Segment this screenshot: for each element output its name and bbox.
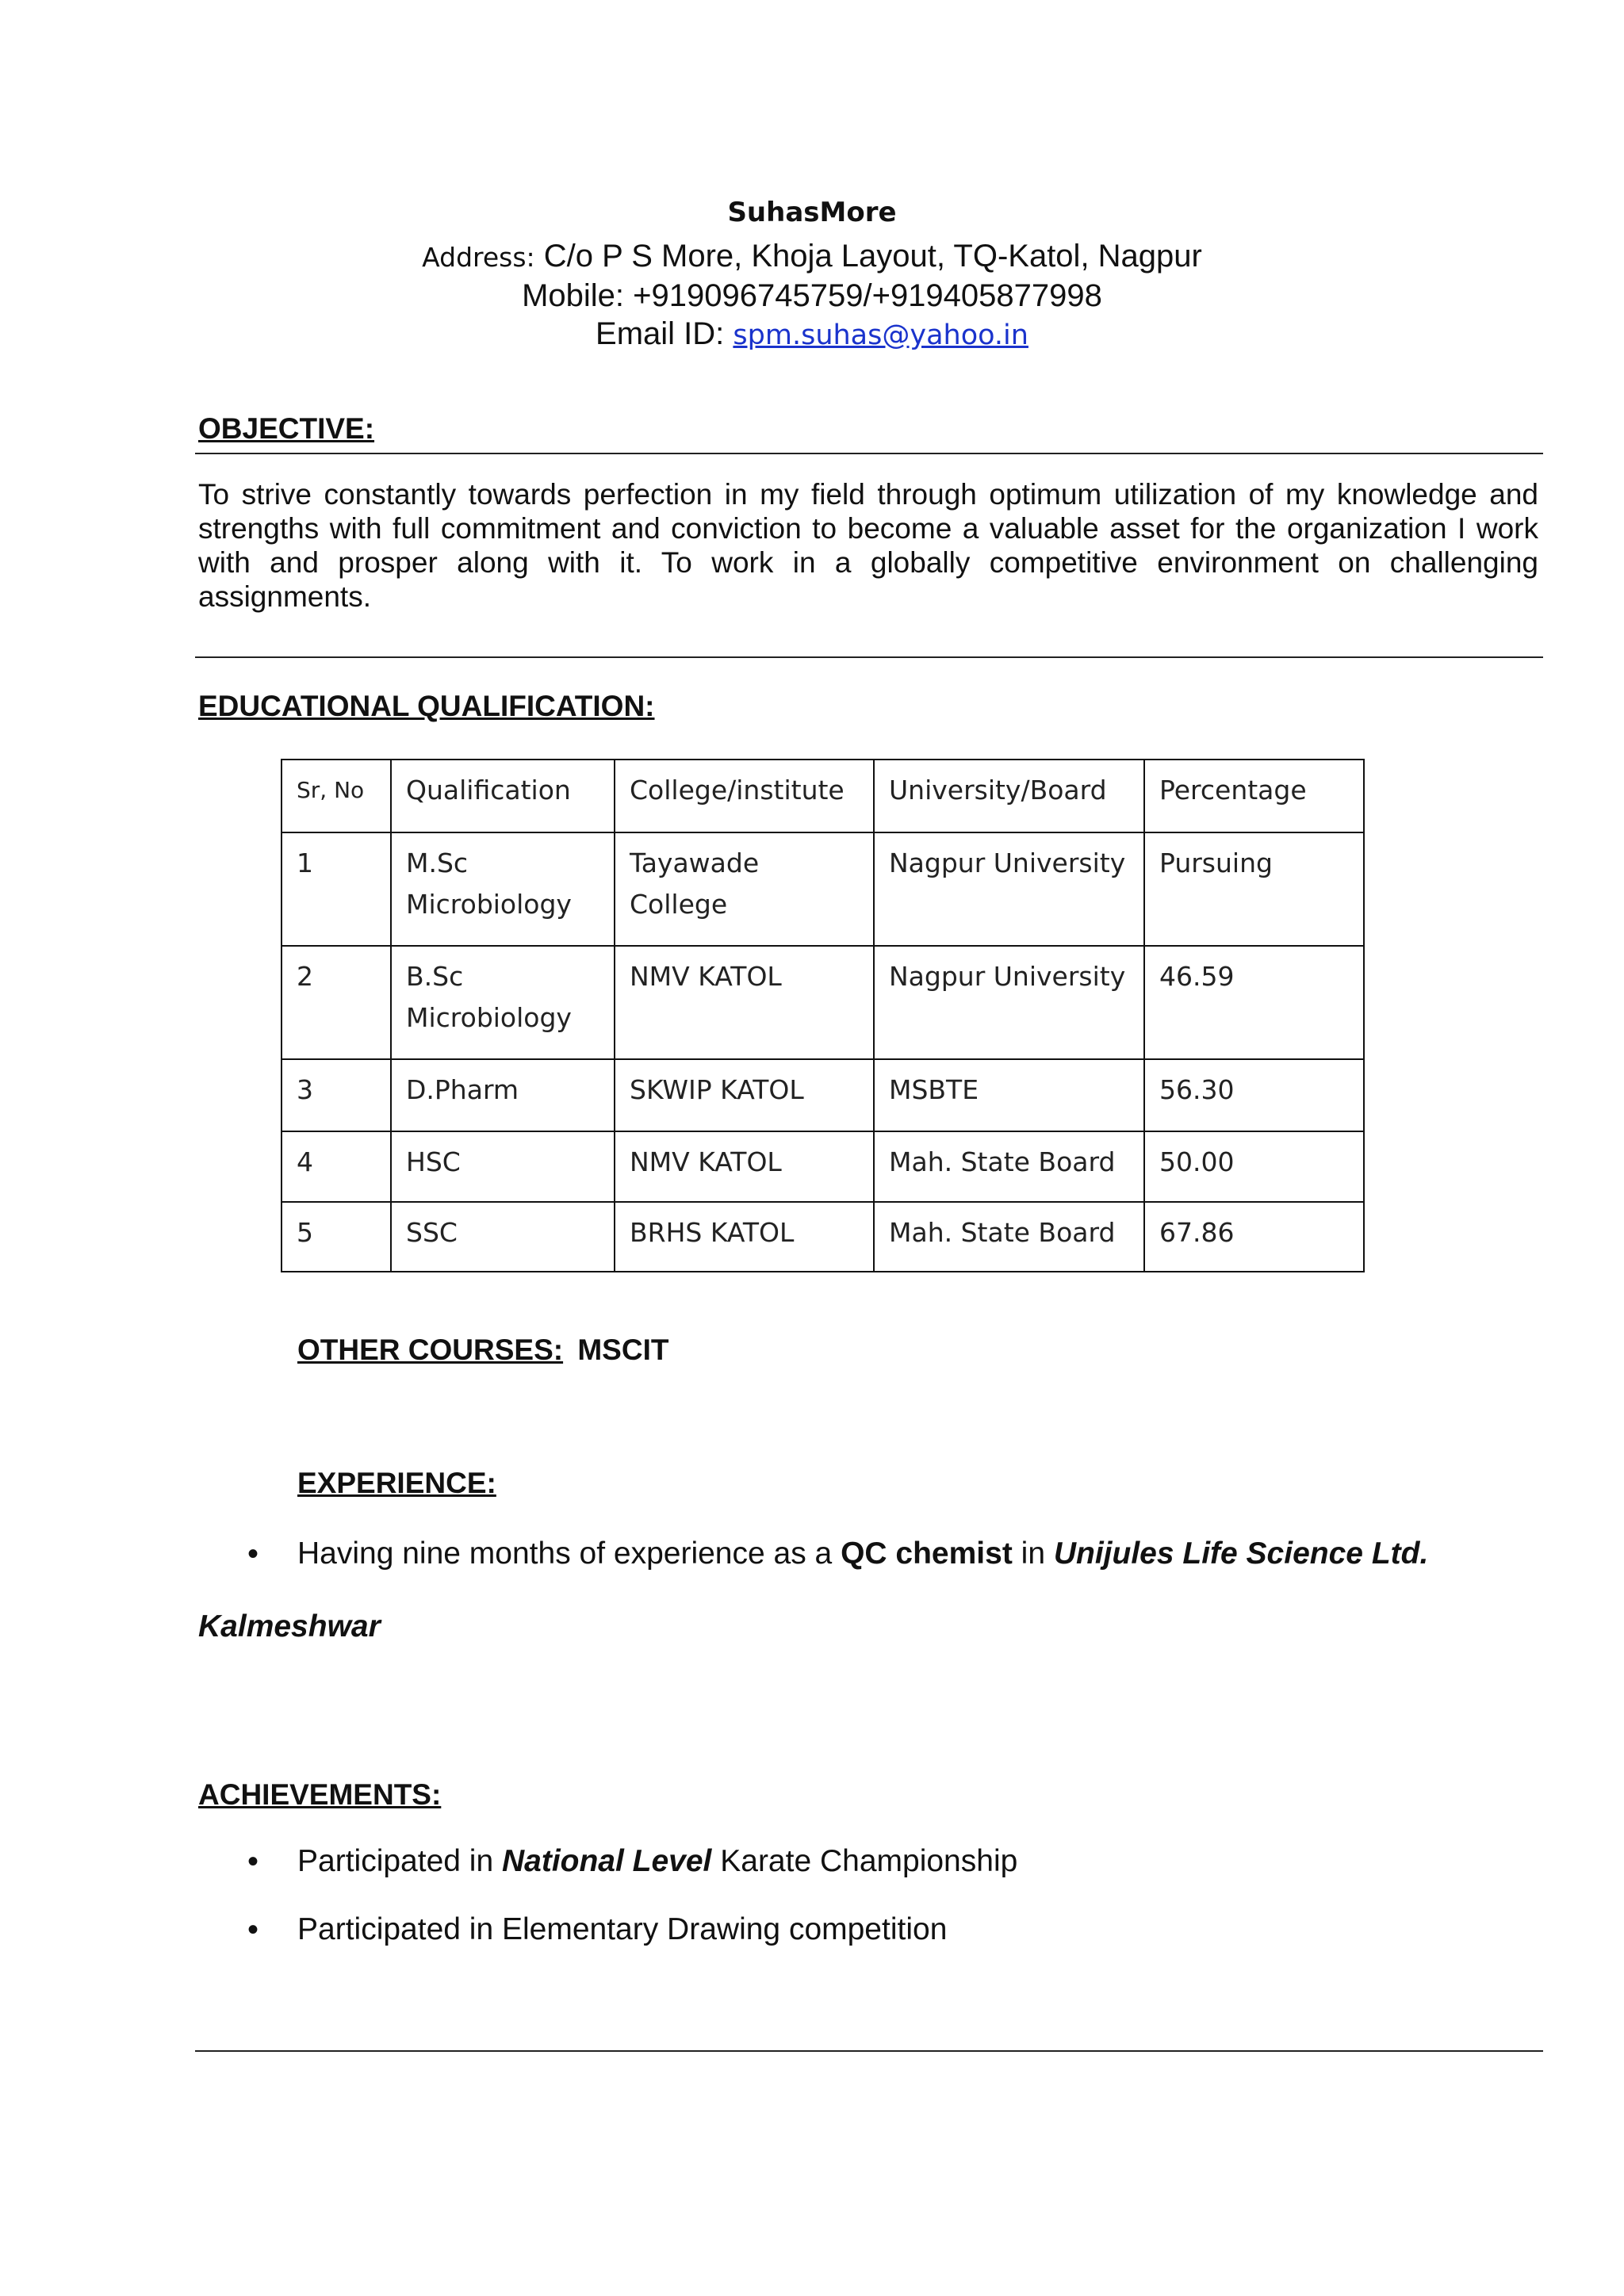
experience-text-mid: in [1012,1536,1054,1571]
cell-qualification-line2: Microbiology [406,1002,572,1033]
cell-sr: 2 [282,946,391,1059]
cell-university: Mah. State Board [874,1131,1144,1202]
achievement-item-2: Participated in Elementary Drawing competition [297,1912,948,1946]
cell-college: BRHS KATOL [615,1202,874,1272]
experience-location: Kalmeshwar [198,1609,381,1644]
address-label: Address: [422,242,535,273]
cell-sr: 1 [282,832,391,946]
cell-sr: 3 [282,1059,391,1131]
cell-university: Mah. State Board [874,1202,1144,1272]
mobile-line: Mobile: +919096745759/+919405877998 [522,278,1102,313]
cell-percentage: 46.59 [1144,946,1364,1059]
other-courses-value: MSCIT [577,1334,669,1366]
table-row [282,1059,1364,1131]
achievement-1-before: Participated in [297,1844,502,1878]
table-row [282,1202,1364,1272]
column-header-college: College/institute [615,760,874,832]
objective-text: To strive constantly towards perfection in my field through optimum utilization of my knowledge and strengths with full commitment and conviction to become a valuable asset for the organization I work with and prosper along with it. To work in a globally competitive environment on challenging assignments. [198,478,1538,613]
cell-university: Nagpur University [874,946,1144,1059]
column-header-sr: Sr, No [282,760,391,832]
cell-sr: 5 [282,1202,391,1272]
cell-qualification: D.Pharm [391,1059,615,1131]
table-header-row [282,760,1364,832]
cell-qualification [391,946,615,1059]
experience-text-before: Having nine months of experience as a [297,1536,841,1571]
section-divider [195,656,1543,658]
achievement-bullet: • [247,1912,259,1947]
achievement-1-after: Karate Championship [711,1844,1018,1878]
experience-role: QC chemist [841,1536,1013,1571]
cell-college: NMV KATOL [615,1131,874,1202]
column-header-qualification: Qualification [391,760,615,832]
column-header-percentage: Percentage [1144,760,1364,832]
table-row [282,832,1364,946]
achievements-heading: ACHIEVEMENTS: [198,1778,442,1811]
table-row [282,1131,1364,1202]
cell-university: Nagpur University [874,832,1144,946]
experience-item [297,1536,1428,1571]
address-line [0,236,1624,277]
other-courses-heading: OTHER COURSES: [297,1334,564,1366]
experience-bullet: • [247,1536,259,1571]
cell-sr: 4 [282,1131,391,1202]
achievement-bullet: • [247,1844,259,1879]
achievement-1-emphasis: National Level [501,1844,712,1878]
objective-heading: OBJECTIVE: [198,412,375,445]
cell-college: NMV KATOL [615,946,874,1059]
cell-college: SKWIP KATOL [615,1059,874,1131]
cell-qualification: SSC [391,1202,615,1272]
cell-qualification: HSC [391,1131,615,1202]
cell-percentage: 56.30 [1144,1059,1364,1131]
cell-percentage: 50.00 [1144,1131,1364,1202]
experience-company: Unijules Life Science Ltd. [1053,1536,1429,1571]
other-courses-line [297,1334,668,1367]
address-value: C/o P S More, Khoja Layout, TQ-Katol, Nagpur [543,239,1202,274]
table-row [282,946,1364,1059]
cell-college: Tayawade College [615,832,874,946]
cell-qualification [391,832,615,946]
education-heading: EDUCATIONAL QUALIFICATION: [198,690,655,722]
column-header-university: University/Board [874,760,1144,832]
email-link[interactable]: spm.suhas@yahoo.in [733,320,1028,351]
cell-qualification-line2: Microbiology [406,889,572,920]
candidate-name: SuhasMore [727,197,897,228]
cell-qualification-line1: B.Sc [406,961,464,992]
email-line [0,314,1624,355]
achievement-item-1 [297,1844,1017,1879]
cell-percentage: Pursuing [1144,832,1364,946]
cell-qualification-line1: M.Sc [406,848,469,878]
cell-percentage: 67.86 [1144,1202,1364,1272]
objective-divider [195,453,1543,454]
experience-heading: EXPERIENCE: [297,1467,496,1499]
email-label: Email ID: [596,316,725,351]
footer-divider [195,2050,1543,2052]
cell-university: MSBTE [874,1059,1144,1131]
education-table [281,759,1365,1272]
